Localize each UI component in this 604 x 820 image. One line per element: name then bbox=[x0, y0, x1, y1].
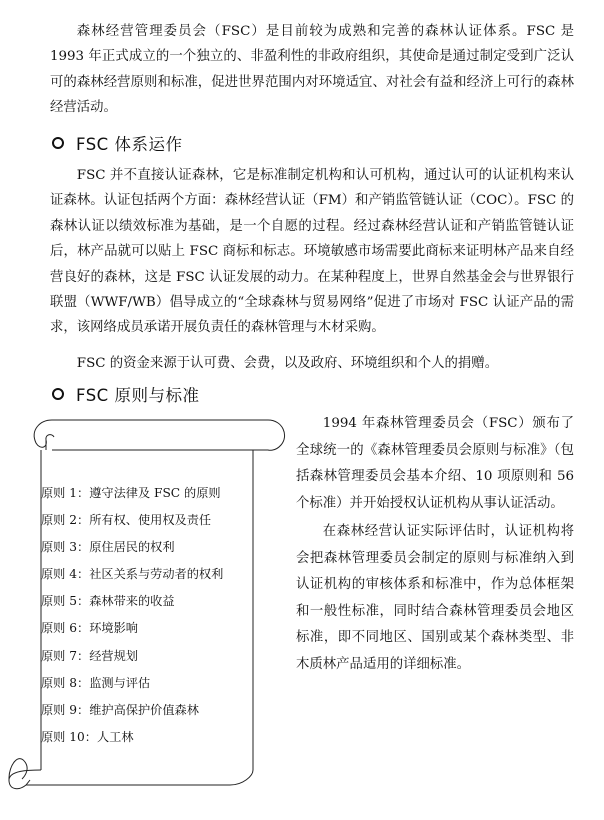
list-item: 原则 1：遵守法律及 FSC 的原则 bbox=[41, 486, 221, 500]
list-item: 原则 7：经营规划 bbox=[41, 648, 138, 663]
funding-paragraph: FSC 的资金来源于认可费、会费，以及政府、环境组织和个人的捐赠。 bbox=[76, 356, 499, 371]
list-item: 原则 5：森林带来的收益 bbox=[41, 594, 175, 609]
list-item: 原则 10：人工林 bbox=[41, 729, 134, 744]
operation-paragraph: FSC 并不直接认证森林，它是标准制定机构和认可机构，通过认可的认证机构来认证森林。认证包括两个方面：森林经营认证（FM）和产销监管链认证（COC）。FSC 的森林认证以绩效标准为基础，是一个自愿的过程。经过森林经营认证和产销监管链认证后，林产品就可以贴上 FSC 商标和标志。环境敏感市场需要此商标来证明林产品来自经营良好的森林，这是 FSC 认证发展的动力。在某种程度上，世界自然基金会与世界银行联盟（WWF/WB）倡导成立的“全球森林与贸易网络”促进了市场对 FSC 认证产品的需求，该网络成员承诺开展负责任的森林管理与木材采购。 bbox=[50, 168, 574, 336]
list-item: 原则 2：所有权、使用权及责任 bbox=[41, 513, 212, 528]
principles-list bbox=[41, 480, 223, 751]
list-item: 原则 9：维护高保护价值森林 bbox=[41, 702, 199, 717]
list-item: 原则 3：原住居民的权利 bbox=[41, 540, 175, 555]
assessment-paragraph: 在森林经营认证实际评估时，认证机构将会把森林管理委员会制定的原则与标准纳入到认证机构的审核体系和标准中，作为总体框架和一般性标准，同时结合森林管理委员会地区标准，即不同地区、国别或某个森林类型、非木质林产品适用的详细标准。 bbox=[296, 524, 574, 672]
intro-paragraph: 森林经营管理委员会（FSC）是目前较为成熟和完善的森林认证体系。FSC 是 1993 年正式成立的一个独立的、非盈利性的非政府组织，其使命是通过制定受到广泛认可的森林经营原则和标准，促进世界范围内对环境适宜、对社会有益和经济上可行的森林经营活动。 bbox=[50, 24, 574, 116]
list-item: 原则 6：环境影响 bbox=[41, 621, 138, 636]
section-heading-text: FSC 原则与标准 bbox=[76, 386, 200, 405]
list-item: 原则 4：社区关系与劳动者的权利 bbox=[41, 567, 224, 582]
section-heading-text: FSC 体系运作 bbox=[76, 135, 183, 154]
principles-intro-paragraph: 1994 年森林管理委员会（FSC）颁布了全球统一的《森林管理委员会原则与标准》（包括森林管理委员会基本介绍、10 项原则和 56 个标准）并开始授权认证机构从事认证活动。 bbox=[296, 416, 574, 511]
list-item: 原则 8：监测与评估 bbox=[41, 675, 151, 690]
